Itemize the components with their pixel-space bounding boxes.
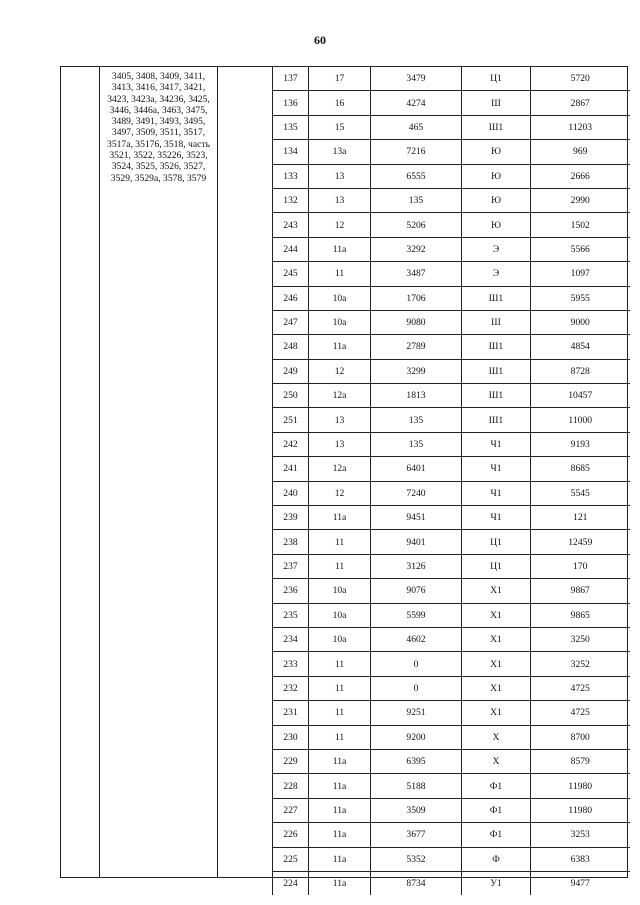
point-number-cell: 226 <box>273 823 309 847</box>
distance-cell: 1097 <box>531 262 630 286</box>
grid-letter-cell: Ф <box>462 847 531 871</box>
value-cell: 9200 <box>371 725 462 749</box>
value-cell: 9076 <box>371 579 462 603</box>
distance-cell: 3250 <box>531 627 630 651</box>
distance-cell: 5566 <box>531 237 630 261</box>
grid-letter-cell: Х1 <box>462 579 531 603</box>
zone-cell: 10a <box>309 603 371 627</box>
grid-letter-cell: Ш1 <box>462 408 531 432</box>
value-cell: 9251 <box>371 701 462 725</box>
value-cell: 135 <box>371 188 462 212</box>
distance-cell: 11980 <box>531 798 630 822</box>
table-row <box>273 481 630 505</box>
table-row <box>273 164 630 188</box>
zone-cell: 12 <box>309 213 371 237</box>
distance-cell: 3253 <box>531 823 630 847</box>
distance-cell: 4725 <box>531 701 630 725</box>
table-row <box>273 262 630 286</box>
table-row <box>273 310 630 334</box>
point-number-cell: 133 <box>273 164 309 188</box>
value-cell: 4602 <box>371 627 462 651</box>
distance-cell: 4725 <box>531 676 630 700</box>
grid-letter-cell: Ш1 <box>462 115 531 139</box>
grid-letter-cell: Х <box>462 725 531 749</box>
grid-letter-cell: Ч1 <box>462 432 531 456</box>
grid-letter-cell: Ф1 <box>462 798 531 822</box>
point-number-cell: 237 <box>273 554 309 578</box>
distance-cell: 121 <box>531 506 630 530</box>
grid-letter-cell: Ч1 <box>462 457 531 481</box>
zone-cell: 10a <box>309 286 371 310</box>
point-number-cell: 228 <box>273 774 309 798</box>
zone-cell: 12 <box>309 481 371 505</box>
point-number-cell: 225 <box>273 847 309 871</box>
zone-cell: 11a <box>309 749 371 773</box>
point-number-cell: 239 <box>273 506 309 530</box>
value-cell: 3487 <box>371 262 462 286</box>
zone-cell: 13 <box>309 432 371 456</box>
distance-cell: 2666 <box>531 164 630 188</box>
zone-cell: 11 <box>309 725 371 749</box>
table-row <box>273 749 630 773</box>
table-row <box>273 286 630 310</box>
zone-cell: 12 <box>309 359 371 383</box>
zone-cell: 11 <box>309 652 371 676</box>
value-cell: 0 <box>371 652 462 676</box>
grid-letter-cell: Ш <box>462 310 531 334</box>
table-row <box>273 335 630 359</box>
table-row <box>273 432 630 456</box>
distance-cell: 1502 <box>531 213 630 237</box>
grid-letter-cell: Х1 <box>462 676 531 700</box>
grid-letter-cell: Ш1 <box>462 286 531 310</box>
coordinates-table <box>272 67 630 895</box>
zone-cell: 11 <box>309 554 371 578</box>
point-number-cell: 238 <box>273 530 309 554</box>
point-number-cell: 241 <box>273 457 309 481</box>
distance-cell: 3252 <box>531 652 630 676</box>
zone-cell: 13 <box>309 164 371 188</box>
value-cell: 7216 <box>371 140 462 164</box>
distance-cell: 8579 <box>531 749 630 773</box>
point-number-cell: 234 <box>273 627 309 651</box>
table-row <box>273 579 630 603</box>
value-cell: 9451 <box>371 506 462 530</box>
zone-cell: 12a <box>309 384 371 408</box>
grid-letter-cell: Ч1 <box>462 506 531 530</box>
zone-cell: 11 <box>309 701 371 725</box>
point-number-cell: 251 <box>273 408 309 432</box>
table-row <box>273 627 630 651</box>
zone-cell: 11a <box>309 774 371 798</box>
distance-cell: 11000 <box>531 408 630 432</box>
value-cell: 135 <box>371 432 462 456</box>
value-cell: 7240 <box>371 481 462 505</box>
table-row <box>273 237 630 261</box>
value-cell: 9080 <box>371 310 462 334</box>
point-number-cell: 240 <box>273 481 309 505</box>
distance-cell: 8700 <box>531 725 630 749</box>
table-row <box>273 188 630 212</box>
value-cell: 3509 <box>371 798 462 822</box>
grid-letter-cell: Ц1 <box>462 554 531 578</box>
value-cell: 2789 <box>371 335 462 359</box>
table-row <box>273 847 630 871</box>
point-number-cell: 235 <box>273 603 309 627</box>
grid-letter-cell: Х1 <box>462 627 531 651</box>
column-divider <box>99 67 100 877</box>
table-row <box>273 457 630 481</box>
value-cell: 6401 <box>371 457 462 481</box>
value-cell: 3479 <box>371 67 462 91</box>
value-cell: 0 <box>371 676 462 700</box>
distance-cell: 11203 <box>531 115 630 139</box>
table-row <box>273 871 630 895</box>
point-number-cell: 232 <box>273 676 309 700</box>
grid-letter-cell: Э <box>462 262 531 286</box>
zone-cell: 13 <box>309 188 371 212</box>
distance-cell: 5955 <box>531 286 630 310</box>
grid-letter-cell: Ю <box>462 140 531 164</box>
zone-cell: 11a <box>309 871 371 895</box>
zone-cell: 11a <box>309 237 371 261</box>
grid-letter-cell: Ш <box>462 91 531 115</box>
distance-cell: 12459 <box>531 530 630 554</box>
zone-cell: 13a <box>309 140 371 164</box>
grid-letter-cell: Ю <box>462 188 531 212</box>
value-cell: 3292 <box>371 237 462 261</box>
grid-letter-cell: Ю <box>462 213 531 237</box>
value-cell: 4274 <box>371 91 462 115</box>
grid-letter-cell: Х <box>462 749 531 773</box>
table-row <box>273 140 630 164</box>
point-number-cell: 243 <box>273 213 309 237</box>
table-row <box>273 384 630 408</box>
table-row <box>273 115 630 139</box>
distance-cell: 9867 <box>531 579 630 603</box>
page-number: 60 <box>314 33 326 47</box>
table-row <box>273 676 630 700</box>
grid-letter-cell: Х1 <box>462 652 531 676</box>
value-cell: 3299 <box>371 359 462 383</box>
table-row <box>273 359 630 383</box>
grid-letter-cell: Ф1 <box>462 774 531 798</box>
table-row <box>273 408 630 432</box>
distance-cell: 2867 <box>531 91 630 115</box>
distance-cell: 5720 <box>531 67 630 91</box>
zone-cell: 12a <box>309 457 371 481</box>
grid-letter-cell: Ч1 <box>462 481 531 505</box>
cadastral-lots-cell: 3405, 3408, 3409, 3411, 3413, 3416, 3417, 3421, 3423, 3423a, 34236, 3425, 3446, 3446a, 3463, 3475, 3489, 3491, 3493, 3495, 3497, 3509, 3511, 3517, 3517a, 35176, 3518, часть 3521, 3522, 35226, 3523, 3524, 3525, 3526, 3527, 3529, 3529a, 3578, 3579 <box>107 71 210 184</box>
distance-cell: 9477 <box>531 871 630 895</box>
grid-letter-cell: Ю <box>462 164 531 188</box>
distance-cell: 9865 <box>531 603 630 627</box>
zone-cell: 11 <box>309 262 371 286</box>
value-cell: 5599 <box>371 603 462 627</box>
table-row <box>273 530 630 554</box>
value-cell: 465 <box>371 115 462 139</box>
distance-cell: 8685 <box>531 457 630 481</box>
zone-cell: 15 <box>309 115 371 139</box>
point-number-cell: 231 <box>273 701 309 725</box>
grid-letter-cell: Ш1 <box>462 335 531 359</box>
value-cell: 6555 <box>371 164 462 188</box>
table-row <box>273 701 630 725</box>
table-row <box>273 652 630 676</box>
zone-cell: 11 <box>309 676 371 700</box>
grid-letter-cell: У1 <box>462 871 531 895</box>
distance-cell: 4854 <box>531 335 630 359</box>
point-number-cell: 229 <box>273 749 309 773</box>
zone-cell: 11a <box>309 847 371 871</box>
grid-letter-cell: Э <box>462 237 531 261</box>
point-number-cell: 247 <box>273 310 309 334</box>
value-cell: 1813 <box>371 384 462 408</box>
zone-cell: 13 <box>309 408 371 432</box>
distance-cell: 10457 <box>531 384 630 408</box>
zone-cell: 11a <box>309 798 371 822</box>
grid-letter-cell: Х1 <box>462 701 531 725</box>
zone-cell: 11a <box>309 506 371 530</box>
table-row <box>273 603 630 627</box>
zone-cell: 10a <box>309 310 371 334</box>
distance-cell: 8728 <box>531 359 630 383</box>
value-cell: 1706 <box>371 286 462 310</box>
value-cell: 3677 <box>371 823 462 847</box>
grid-letter-cell: Ц1 <box>462 67 531 91</box>
point-number-cell: 246 <box>273 286 309 310</box>
table-row <box>273 798 630 822</box>
column-divider <box>217 67 218 877</box>
distance-cell: 2990 <box>531 188 630 212</box>
grid-letter-cell: Ш1 <box>462 359 531 383</box>
point-number-cell: 245 <box>273 262 309 286</box>
point-number-cell: 248 <box>273 335 309 359</box>
value-cell: 3126 <box>371 554 462 578</box>
table-row <box>273 774 630 798</box>
point-number-cell: 134 <box>273 140 309 164</box>
distance-cell: 11980 <box>531 774 630 798</box>
table-row <box>273 725 630 749</box>
point-number-cell: 242 <box>273 432 309 456</box>
distance-cell: 5545 <box>531 481 630 505</box>
value-cell: 5188 <box>371 774 462 798</box>
table-row <box>273 554 630 578</box>
point-number-cell: 250 <box>273 384 309 408</box>
distance-cell: 969 <box>531 140 630 164</box>
zone-cell: 11a <box>309 823 371 847</box>
point-number-cell: 136 <box>273 91 309 115</box>
point-number-cell: 244 <box>273 237 309 261</box>
value-cell: 9401 <box>371 530 462 554</box>
zone-cell: 10a <box>309 579 371 603</box>
table-row <box>273 506 630 530</box>
point-number-cell: 230 <box>273 725 309 749</box>
point-number-cell: 249 <box>273 359 309 383</box>
grid-letter-cell: Ф1 <box>462 823 531 847</box>
grid-letter-cell: Ц1 <box>462 530 531 554</box>
grid-letter-cell: Х1 <box>462 603 531 627</box>
distance-cell: 9000 <box>531 310 630 334</box>
zone-cell: 16 <box>309 91 371 115</box>
value-cell: 135 <box>371 408 462 432</box>
grid-letter-cell: Ш1 <box>462 384 531 408</box>
distance-cell: 9193 <box>531 432 630 456</box>
point-number-cell: 224 <box>273 871 309 895</box>
value-cell: 6395 <box>371 749 462 773</box>
table-row <box>273 91 630 115</box>
point-number-cell: 233 <box>273 652 309 676</box>
point-number-cell: 135 <box>273 115 309 139</box>
document-table <box>60 66 628 890</box>
table-row <box>273 823 630 847</box>
value-cell: 5352 <box>371 847 462 871</box>
coordinates-table-body <box>273 67 630 895</box>
point-number-cell: 236 <box>273 579 309 603</box>
distance-cell: 6383 <box>531 847 630 871</box>
point-number-cell: 132 <box>273 188 309 212</box>
table-row <box>273 213 630 237</box>
zone-cell: 11a <box>309 335 371 359</box>
table-row <box>273 67 630 91</box>
zone-cell: 11 <box>309 530 371 554</box>
zone-cell: 17 <box>309 67 371 91</box>
distance-cell: 170 <box>531 554 630 578</box>
point-number-cell: 227 <box>273 798 309 822</box>
point-number-cell: 137 <box>273 67 309 91</box>
value-cell: 8734 <box>371 871 462 895</box>
value-cell: 5206 <box>371 213 462 237</box>
zone-cell: 10a <box>309 627 371 651</box>
